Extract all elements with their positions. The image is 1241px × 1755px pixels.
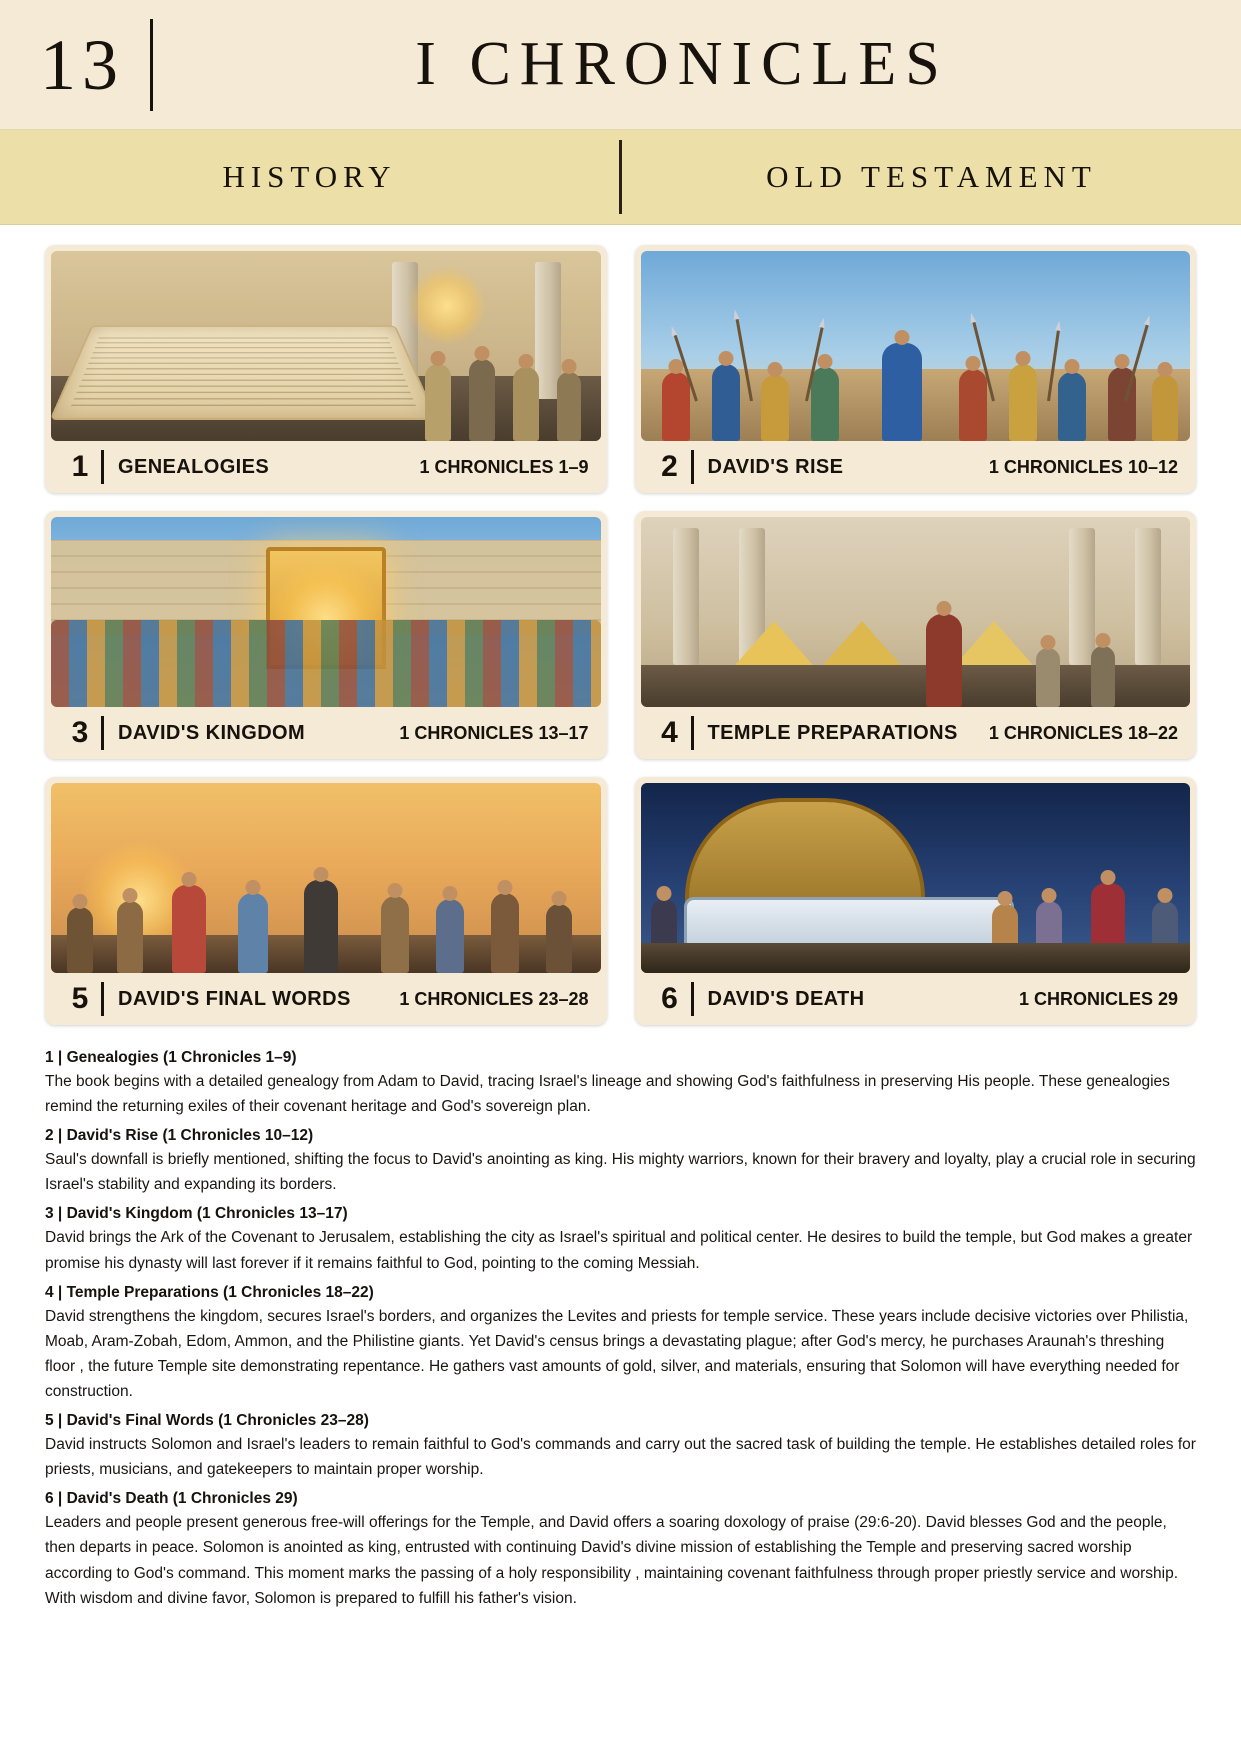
- section-reference: 1 CHRONICLES 10–12: [988, 456, 1178, 477]
- page-header: [0, 0, 1241, 130]
- section-index: 1: [71, 450, 89, 483]
- section-reference: 1 CHRONICLES 18–22: [988, 722, 1178, 743]
- subheader-bar: [0, 130, 1241, 225]
- section-card[interactable]: [635, 777, 1197, 1025]
- summary-heading: 6 | David's Death (1 Chronicles 29): [45, 1490, 298, 1508]
- section-artwork-genealogies: [51, 251, 601, 441]
- card-bar-divider: [101, 716, 104, 750]
- section-artwork-davids-death: [641, 783, 1191, 973]
- section-card-bar: [641, 441, 1191, 493]
- card-bar-divider: [691, 450, 694, 484]
- section-reference: 1 CHRONICLES 23–28: [399, 988, 589, 1009]
- section-title: DAVID'S RISE: [707, 455, 844, 478]
- section-card[interactable]: [45, 245, 607, 493]
- section-card[interactable]: [45, 511, 607, 759]
- card-bar-divider: [691, 982, 694, 1016]
- section-card-bar: [51, 441, 601, 493]
- category-label: HISTORY: [222, 159, 397, 194]
- section-title: DAVID'S FINAL WORDS: [118, 987, 351, 1010]
- section-index: 3: [71, 716, 89, 749]
- section-title: DAVID'S KINGDOM: [118, 721, 306, 744]
- summary-body: Leaders and people present generous free-will offerings for the Temple, and David offers a soaring doxology of praise (29:6-20). David blesses God and the people, then departs in peace. Solomon is anointed as king, entrusted with continuing David's divine mission of establishing the Temple and preserving sacred worship according to God's command. This moment marks the passing of a holy responsibility , maintaining covenant faithfulness through proper priestly service and worship. With wisdom and divine favor, Solomon is prepared to fulfill his father's vision.: [45, 1514, 1179, 1607]
- section-artwork-davids-final-words: [51, 783, 601, 973]
- section-card-bar: [51, 973, 601, 1025]
- header-divider: [150, 19, 153, 111]
- section-card-bar: [641, 973, 1191, 1025]
- section-card-grid: [0, 225, 1241, 1025]
- summary-body: Saul's downfall is briefly mentioned, shifting the focus to David's anointing as king. His mighty warriors, known for their bravery and loyalty, play a crucial role in securing Israel's stability and expanding its borders.: [45, 1151, 1196, 1194]
- section-reference: 1 CHRONICLES 1–9: [419, 456, 589, 477]
- section-title: DAVID'S DEATH: [707, 987, 865, 1010]
- section-title: GENEALOGIES: [118, 455, 270, 478]
- section-artwork-temple-preparations: [641, 517, 1191, 707]
- card-bar-divider: [691, 716, 694, 750]
- section-reference: 1 CHRONICLES 13–17: [399, 722, 589, 743]
- section-summaries: [0, 1025, 1241, 1653]
- section-card-bar: [641, 707, 1191, 759]
- summary-heading: 3 | David's Kingdom (1 Chronicles 13–17): [45, 1205, 348, 1223]
- summary-heading: 4 | Temple Preparations (1 Chronicles 18–22): [45, 1283, 374, 1301]
- section-index: 2: [661, 450, 678, 483]
- summary-heading: 5 | David's Final Words (1 Chronicles 23–28): [45, 1412, 369, 1430]
- summary-body: David instructs Solomon and Israel's leaders to remain faithful to God's commands and carry out the sacred task of building the temple. He establishes detailed roles for priests, musicians, and gatekeepers to maintain proper worship.: [45, 1436, 1196, 1479]
- section-card[interactable]: [635, 511, 1197, 759]
- chapter-number: 13: [40, 24, 124, 105]
- card-bar-divider: [101, 450, 104, 484]
- summary-body: The book begins with a detailed genealogy from Adam to David, tracing Israel's lineage and showing God's faithfulness in preserving His people. These genealogies remind the returning exiles of their covenant heritage and God's sovereign plan.: [45, 1073, 1170, 1116]
- section-index: 6: [661, 982, 678, 1015]
- summary-heading: 2 | David's Rise (1 Chronicles 10–12): [45, 1127, 314, 1145]
- section-card[interactable]: [635, 245, 1197, 493]
- section-card[interactable]: [45, 777, 607, 1025]
- summary-body: David brings the Ark of the Covenant to Jerusalem, establishing the city as Israel's spiritual and political center. He desires to build the temple, but God makes a greater promise his dynasty will last forever if it remains faithful to God, pointing to the coming Messiah.: [45, 1229, 1193, 1272]
- section-card-bar: [51, 707, 601, 759]
- testament-label: OLD TESTAMENT: [766, 159, 1097, 194]
- section-artwork-davids-kingdom: [51, 517, 601, 707]
- page-title: I CHRONICLES: [415, 30, 949, 98]
- section-artwork-davids-rise: [641, 251, 1191, 441]
- section-reference: 1 CHRONICLES 29: [1018, 988, 1178, 1009]
- section-index: 4: [661, 716, 678, 749]
- card-bar-divider: [101, 982, 104, 1016]
- summary-heading: 1 | Genealogies (1 Chronicles 1–9): [45, 1049, 297, 1066]
- summary-body: David strengthens the kingdom, secures Israel's borders, and organizes the Levites and priests for temple service. These years include decisive victories over Philistia, Moab, Aram-Zobah, Edom, Ammon, and the Philistine giants. Yet David's census brings a devastating plague; after God's mercy, he purchases Araunah's threshing floor , the future Temple site demonstrating repentance. He gathers vast amounts of gold, silver, and materials, ensuring that Solomon will have everything needed for construction.: [45, 1307, 1189, 1400]
- section-index: 5: [71, 982, 89, 1015]
- section-title: TEMPLE PREPARATIONS: [707, 721, 958, 744]
